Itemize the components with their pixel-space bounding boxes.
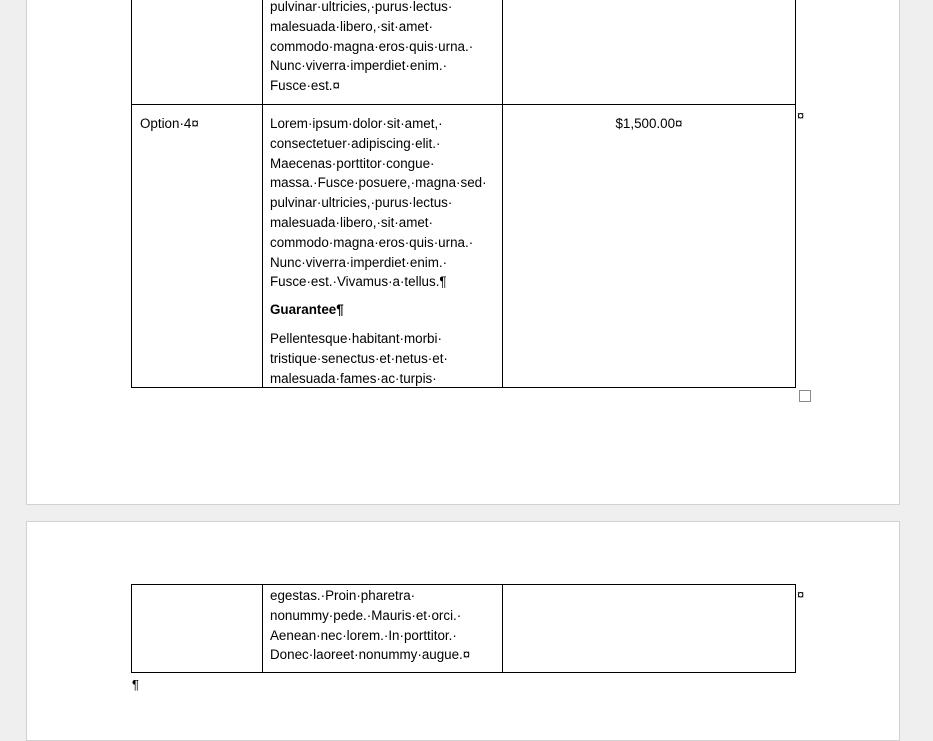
row3-desc-line: Fusce·est.¤ [270,78,340,94]
table-border-bottom [131,672,796,673]
guarantee-line: malesuada·fames·ac·turpis· [270,370,437,386]
table-row-option-3[interactable] [131,0,796,105]
description-cell[interactable] [262,0,502,105]
row4-desc-line: pulvinar·ultricies,·purus·lectus· [270,195,453,211]
row4-desc-line: Lorem·ipsum·dolor·sit·amet,· [270,116,443,131]
row4-desc-line: commodo·magna·eros·quis·urna.· [270,234,474,250]
guarantee-line: Pellentesque·habitant·morbi· [270,330,442,346]
page2-desc-line: egestas.·Proin·pharetra· [270,588,416,603]
price-cell[interactable] [502,584,796,673]
column-divider [262,0,263,388]
table-border-right [795,0,796,388]
option-cell[interactable] [131,105,262,388]
row3-desc-line: Nunc·viverra·imperdiet·enim.· [270,58,448,74]
row4-desc-line: consectetuer·adipiscing·elit.· [270,135,441,151]
description-cell[interactable] [262,584,502,673]
price-cell[interactable] [502,0,796,105]
paragraph-mark: ¶ [132,677,139,692]
row4-desc-line: Nunc·viverra·imperdiet·enim.· [270,254,448,270]
table-border-bottom [131,387,796,388]
table-border-left [131,0,132,388]
column-divider [502,0,503,388]
table-row-option-4-continued[interactable] [131,584,796,673]
page2-desc-line: Donec·laoreet·nonummy·augue.¤ [270,647,471,663]
table-border-right [795,584,796,673]
column-divider [502,584,503,673]
option-cell[interactable] [131,584,262,673]
option-cell[interactable] [131,0,262,105]
option-label: Option·4¤ [140,116,199,131]
guarantee-line: tristique·senectus·et·netus·et· [270,350,448,366]
pricing-table-page-2[interactable] [131,584,796,673]
page2-desc-line: nonummy·pede.·Mauris·et·orci.· [270,607,462,623]
end-of-row-marker: ¤ [797,108,805,123]
price-value: $1,500.00¤ [615,116,683,131]
table-border-left [131,584,132,673]
table-resize-handle[interactable] [799,390,811,402]
pricing-table-page-1[interactable] [131,0,796,388]
guarantee-heading: Guarantee¶ [270,302,344,318]
price-cell[interactable] [502,105,796,388]
row3-desc-line: malesuada·libero,·sit·amet· [270,18,433,34]
row3-desc-line: commodo·magna·eros·quis·urna.· [270,38,474,54]
row-divider [131,104,796,105]
page2-desc-line: Aenean·nec·lorem.·In·porttitor.· [270,627,457,643]
end-of-row-marker: ¤ [797,587,805,602]
row4-desc-line: massa.·Fusce·posuere,·magna·sed· [270,175,487,191]
table-border-top [131,584,796,585]
description-cell[interactable] [262,105,502,388]
row4-desc-line: Maecenas·porttitor·congue· [270,155,435,171]
column-divider [262,584,263,673]
table-row-option-4[interactable] [131,105,796,388]
row4-desc-line: Fusce·est.·Vivamus·a·tellus.¶ [270,274,447,290]
row3-desc-line: pulvinar·ultricies,·purus·lectus· [270,0,453,14]
row4-desc-line: malesuada·libero,·sit·amet· [270,214,433,230]
